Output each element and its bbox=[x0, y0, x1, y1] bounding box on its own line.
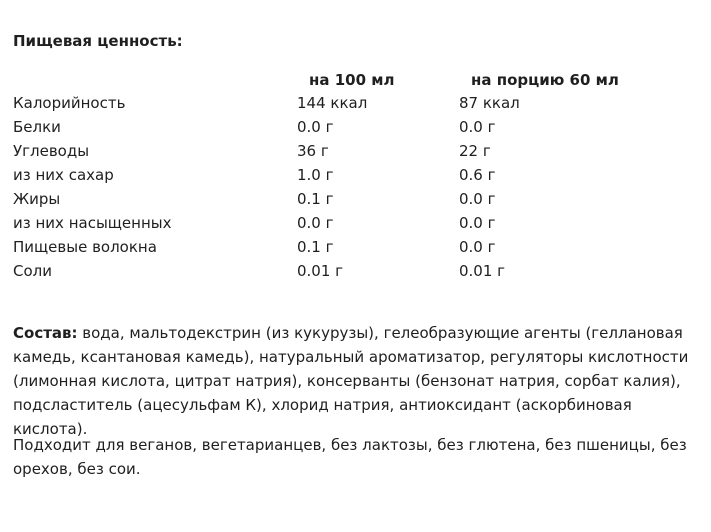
value-per-100: 0.1 г bbox=[297, 190, 334, 208]
value-per-portion: 22 г bbox=[459, 142, 491, 160]
nutrient-name: Калорийность bbox=[13, 94, 126, 112]
nutrient-name: из них сахар bbox=[13, 166, 114, 184]
header-blank bbox=[13, 69, 297, 91]
table-row bbox=[13, 187, 659, 211]
value-per-portion: 0.0 г bbox=[459, 190, 496, 208]
nutrient-name: Жиры bbox=[13, 190, 61, 208]
value-per-100: 0.1 г bbox=[297, 238, 334, 256]
value-per-portion: 0.0 г bbox=[459, 238, 496, 256]
table-row bbox=[13, 259, 659, 283]
value-per-portion: 87 ккал bbox=[459, 94, 520, 112]
value-per-100: 0.01 г bbox=[297, 262, 344, 280]
table-row bbox=[13, 235, 659, 259]
value-per-portion: 0.0 г bbox=[459, 118, 496, 136]
table-row bbox=[13, 139, 659, 163]
header-per-100: на 100 мл bbox=[309, 71, 395, 89]
nutrient-name: Углеводы bbox=[13, 142, 90, 160]
nutrient-name: Соли bbox=[13, 262, 52, 280]
nutrient-name: Белки bbox=[13, 118, 61, 136]
suitability-paragraph: Подходит для веганов, вегетарианцев, без лактозы, без глютена, без пшеницы, без орехов, без сои. bbox=[13, 436, 687, 478]
nutrition-header-row bbox=[13, 69, 659, 91]
nutrition-table bbox=[13, 69, 659, 283]
nutrition-heading: Пищевая ценность: bbox=[13, 32, 183, 50]
table-row bbox=[13, 115, 659, 139]
value-per-100: 36 г bbox=[297, 142, 329, 160]
composition-text: вода, мальтодекстрин (из кукурузы), гелеобразующие агенты (геллановая камедь, ксантановая камедь), натуральный ароматизатор, регуляторы кислотности (лимонная кислота, цитрат натрия), консерванты (бензонат натрия, сорбат калия), подсластитель (ацесульфам К), хлорид натрия, антиоксидант (аскорбиновая кислота). bbox=[13, 324, 689, 438]
nutrient-name: Пищевые волокна bbox=[13, 238, 157, 256]
value-per-100: 0.0 г bbox=[297, 214, 334, 232]
table-row bbox=[13, 163, 659, 187]
header-per-portion: на порцию 60 мл bbox=[471, 71, 619, 89]
composition-label: Состав: bbox=[13, 324, 78, 342]
value-per-100: 144 ккал bbox=[297, 94, 368, 112]
table-row bbox=[13, 91, 659, 115]
value-per-portion: 0.6 г bbox=[459, 166, 496, 184]
value-per-100: 1.0 г bbox=[297, 166, 334, 184]
nutrient-name: из них насыщенных bbox=[13, 214, 172, 232]
value-per-100: 0.0 г bbox=[297, 118, 334, 136]
value-per-portion: 0.0 г bbox=[459, 214, 496, 232]
table-row bbox=[13, 211, 659, 235]
value-per-portion: 0.01 г bbox=[459, 262, 506, 280]
composition-paragraph bbox=[13, 321, 703, 441]
